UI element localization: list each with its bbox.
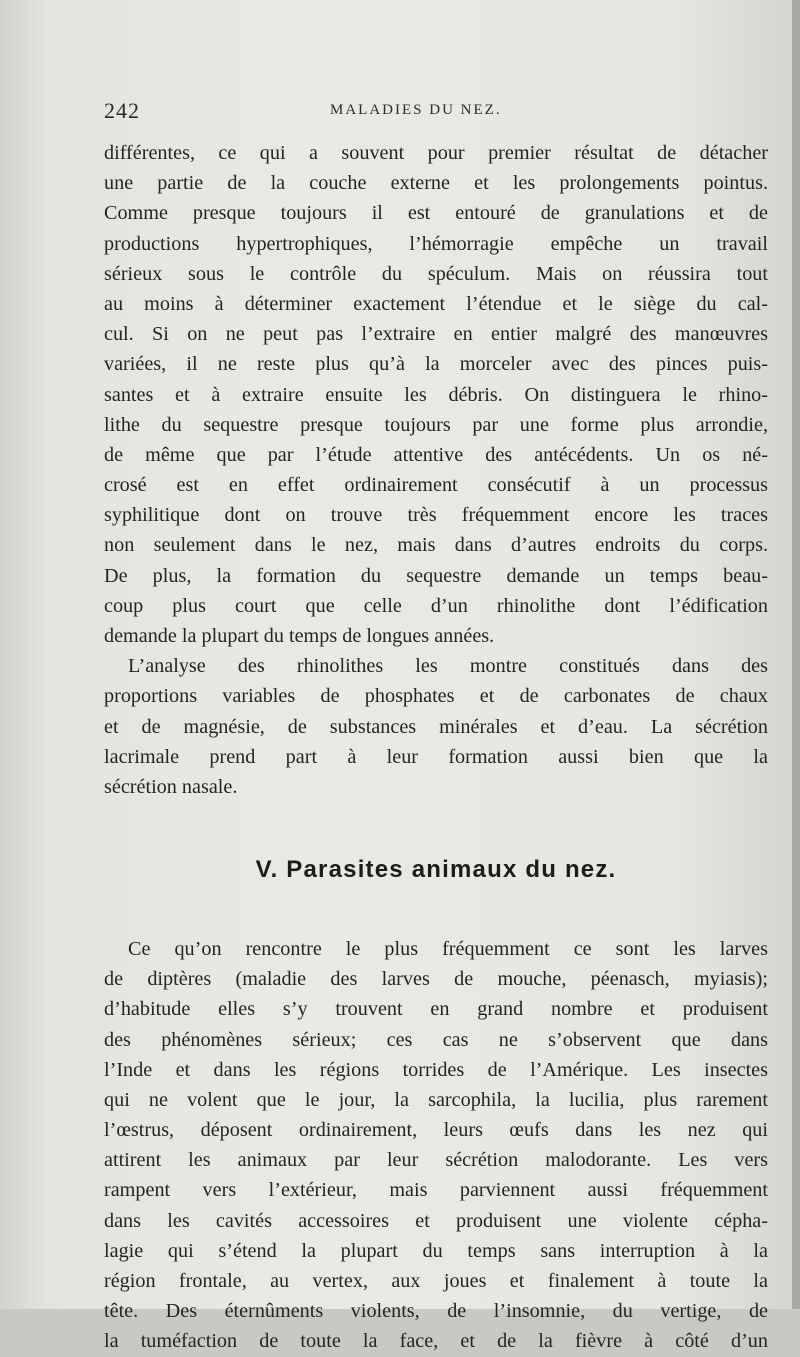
text-line: productions hypertrophiques, l’hémorragie empêche un travail	[104, 232, 768, 255]
text-line: une partie de la couche externe et les prolongements pointus.	[104, 172, 768, 195]
text-line: demande la plupart du temps de longues années.	[104, 625, 495, 647]
text-line: lagie qui s’étend la plupart du temps sans interruption à la	[104, 1239, 768, 1262]
text-line: sécrétion nasale.	[104, 775, 238, 798]
text-line: syphilitique dont on trouve très fréquemment encore les traces	[104, 504, 768, 527]
text-line: Comme presque toujours il est entouré de granulations et de	[104, 202, 768, 225]
text-line: de diptères (maladie des larves de mouche, péenasch, myiasis);	[104, 968, 768, 991]
text-line: l’œstrus, déposent ordinairement, leurs œufs dans les nez qui	[104, 1119, 768, 1142]
text-line: d’habitude elles s’y trouvent en grand nombre et produisent	[104, 998, 768, 1021]
text-line: des phénomènes sérieux; ces cas ne s’observent que dans	[104, 1028, 768, 1051]
paragraph	[104, 138, 768, 651]
paragraph	[104, 651, 768, 802]
text-line: lacrimale prend part à leur formation aussi bien que la	[104, 745, 768, 768]
text-line: au moins à déterminer exactement l’étendue et le siège du cal-	[104, 292, 768, 315]
text-line: qui ne volent que le jour, la sarcophila, la lucilia, plus rarement	[104, 1088, 768, 1111]
paragraph	[104, 934, 768, 1357]
text-line: région frontale, au vertex, aux joues et finalement à toute la	[104, 1270, 768, 1292]
text-line: rampent vers l’extérieur, mais parviennent aussi fréquemment	[104, 1179, 768, 1202]
text-line: crosé est en effet ordinairement consécutif à un processus	[104, 474, 768, 497]
text-line: l’Inde et dans les régions torrides de l’Amérique. Les insectes	[104, 1058, 768, 1081]
page-edge	[792, 0, 800, 1309]
text-line: dans les cavités accessoires et produisent une violente cépha-	[104, 1209, 768, 1232]
text-line: lithe du sequestre presque toujours par une forme plus arrondie,	[104, 413, 768, 436]
page-header	[104, 96, 768, 126]
text-line: sérieux sous le contrôle du spéculum. Mais on réussira tout	[104, 262, 768, 285]
text-line: proportions variables de phosphates et de carbonates de chaux	[104, 685, 768, 708]
text-line: non seulement dans le nez, mais dans d’autres endroits du corps.	[104, 534, 768, 557]
text-line: et de magnésie, de substances minérales et d’eau. La sécrétion	[104, 715, 768, 738]
body-text	[104, 138, 768, 1357]
page-number: 242	[104, 98, 140, 123]
text-line: variées, il ne reste plus qu’à la morceler avec des pinces puis-	[104, 353, 768, 376]
text-line: cul. Si on ne peut pas l’extraire en entier malgré des manœuvres	[104, 323, 768, 346]
text-line: santes et à extraire ensuite les débris. On distinguera le rhino-	[104, 383, 768, 406]
text-line: tête. Des éternûments violents, de l’insomnie, du vertige, de	[104, 1300, 768, 1323]
text-line: la tuméfaction de toute la face, et de la fièvre à côté d’un	[104, 1330, 768, 1353]
text-line: attirent les animaux par leur sécrétion malodorante. Les vers	[104, 1149, 768, 1172]
text-line: De plus, la formation du sequestre demande un temps beau-	[104, 564, 768, 587]
text-line: de même que par l’étude attentive des antécédents. Un os né-	[104, 443, 768, 466]
section-heading: V. Parasites animaux du nez.	[255, 856, 617, 884]
text-line: différentes, ce qui a souvent pour premier résultat de détacher	[104, 142, 768, 164]
text-line: Ce qu’on rencontre le plus fréquemment ce sont les larves	[128, 937, 768, 960]
running-title: MALADIES DU NEZ.	[330, 102, 502, 118]
text-line: coup plus court que celle d’un rhinolithe dont l’édification	[104, 594, 768, 617]
text-line: L’analyse des rhinolithes les montre constitués dans des	[128, 655, 768, 678]
